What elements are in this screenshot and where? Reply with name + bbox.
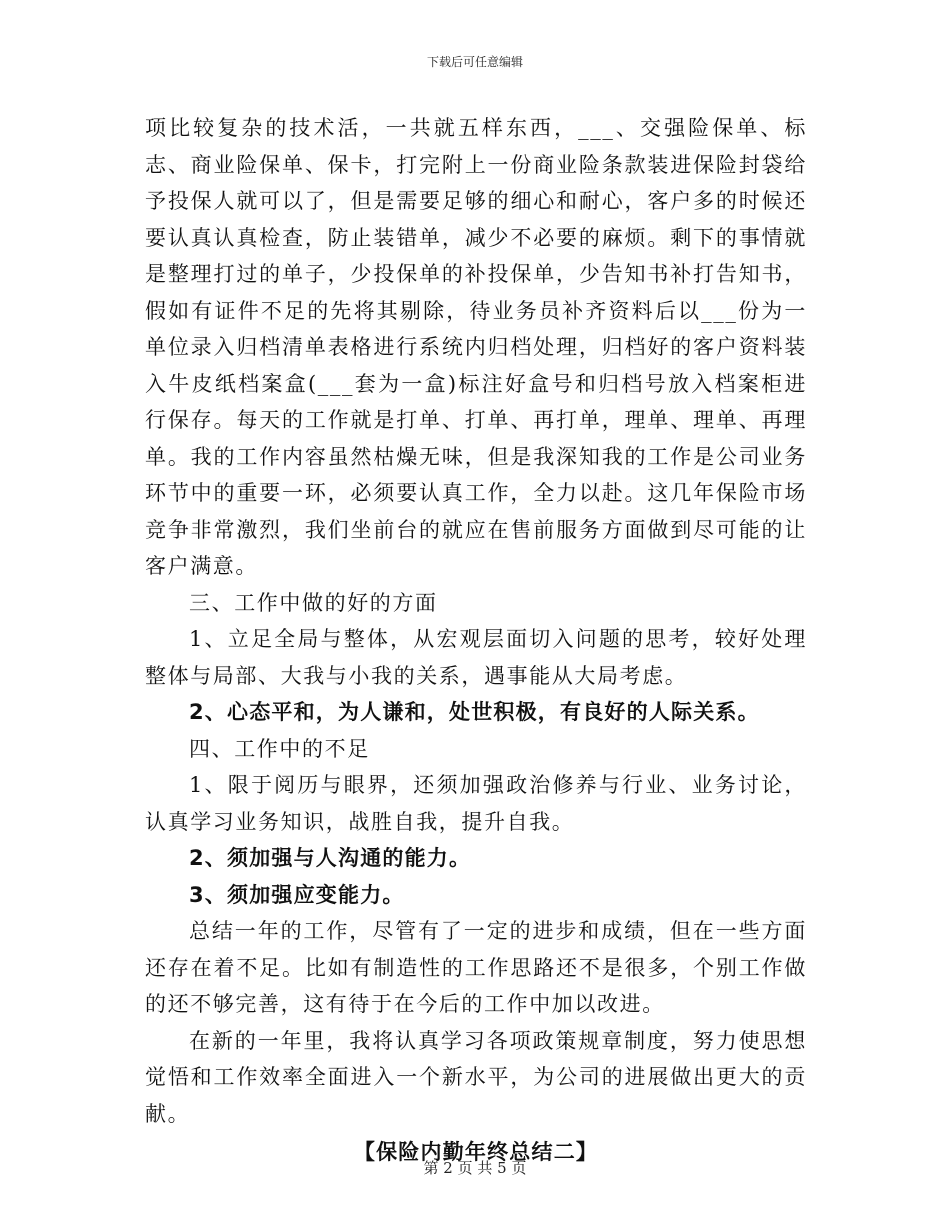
paragraph-weakness-2: 2、须加强与人沟通的能力。 [189,846,472,870]
page-footer: 第 2 页 共 5 页 [423,1159,527,1177]
paragraph-weakness-1: 1、限于阅历与眼界，还须加强政治修养与行业、业务讨论，认真学习业务知识，战胜自我，提升自我。 [145,773,807,834]
paragraph-strength-2: 2、心态平和，为人谦和，处世积极，有良好的人际关系。 [189,700,760,724]
paragraph-new-year: 在新的一年里，我将认真学习各项政策规章制度，努力使思想觉悟和工作效率全面进入一个新水平，为公司的进展做出更大的贡献。 [145,1028,807,1126]
section-heading-strengths: 三、工作中做的好的方面 [189,590,438,615]
section-title-summary-two: 【保险内勤年终总结二】 [353,1140,599,1164]
paragraph-weakness-3: 3、须加强应变能力。 [189,882,405,907]
paragraph-continued: 项比较复杂的技术活，一共就五样东西，___、交强险保单、标志、商业险保单、保卡，打完附上一份商业险条款装进保险封袋给予投保人就可以了，但是需要足够的细心和耐心，客户多的时候还要认真认真检查，防止装错单，减少不必要的麻烦。剩下的事情就是整理打过的单子，少投保单的补投保单，少告知书补打告知书，假如有证件不足的先将其剔除，待业务员补齐资料后以___份为一单位录入归档清单表格进行系统内归档处理，归档好的客户资料装入牛皮纸档案盒(___套为一盒)标注好盒号和归档号放入档案柜进行保存。每天的工作就是打单、打单、再打单，理单、理单、再理单。我的工作内容虽然枯燥无味，但是我深知我的工作是公司业务环节中的重要一环，必须要认真工作，全力以赴。这几年保险市场竞争非常激烈，我们坐前台的就应在售前服务方面做到尽可能的让客户满意。 [145,116,807,578]
document-body [145,110,807,1171]
section-heading-weaknesses: 四、工作中的不足 [189,736,370,761]
page-header: 下载后可任意编辑 [426,55,523,69]
paragraph-strength-1: 1、立足全局与整体，从宏观层面切入问题的思考，较好处理整体与局部、大我与小我的关系，遇事能从大局考虑。 [145,627,807,688]
paragraph-summary: 总结一年的工作，尽管有了一定的进步和成绩，但在一些方面还存在着不足。比如有制造性的工作思路还不是很多，个别工作做的还不够完善，这有待于在今后的工作中加以改进。 [145,919,807,1016]
